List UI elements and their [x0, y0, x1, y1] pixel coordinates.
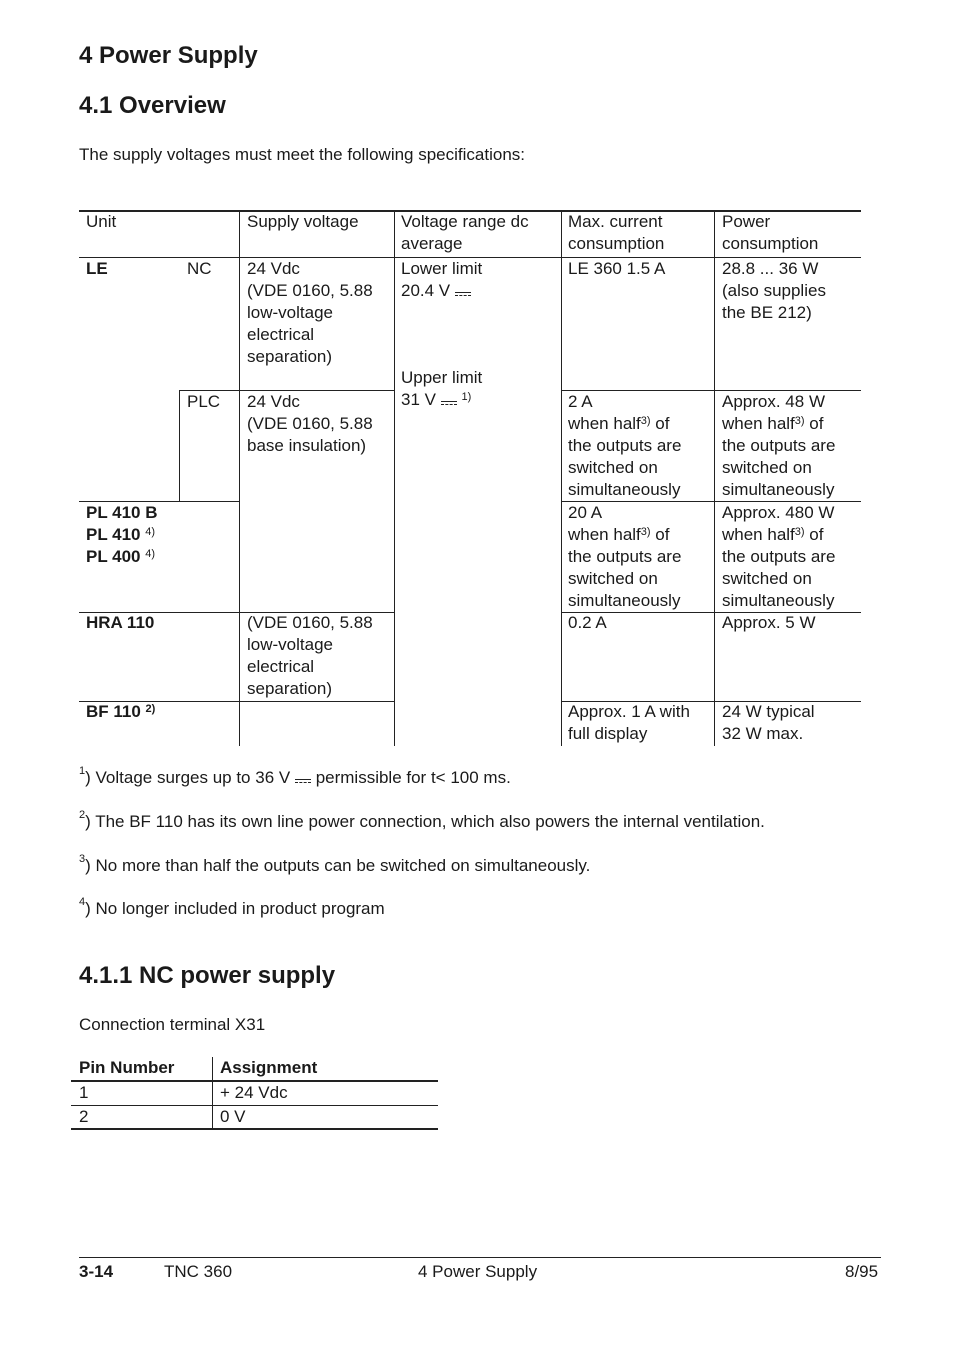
upper-limit: Upper limit 31 V $^{1)}$	[401, 368, 483, 409]
footnote-2: $^2$) The BF 110 has its own line power connection, which also powers the internal ventilation.	[79, 809, 765, 831]
footer-page-number: 3-14	[79, 1262, 114, 1281]
column-rule	[561, 210, 562, 746]
footer-chapter: 4 Power Supply	[418, 1262, 538, 1281]
sub-nc: NC	[187, 259, 212, 278]
plc-voltage: 24 Vdc (VDE 0160, 5.88 base insulation)	[247, 392, 373, 455]
connection-text: Connection terminal X31	[79, 1015, 266, 1034]
bf-power: 24 W typical 32 W max.	[722, 702, 815, 743]
subsection-title: 4.1.1 NC power supply	[79, 962, 336, 989]
unit-hra: HRA 110	[86, 613, 155, 632]
nc-current: LE 360 1.5 A	[568, 259, 666, 278]
header-max-current: Max. current consumption	[568, 212, 665, 253]
unit-pl: PL 410 B PL 410 $^{4)}$ PL 400 $^{4)}$	[86, 503, 158, 566]
bf-current: Approx. 1 A with full display	[568, 702, 690, 743]
pin-header-number: Pin Number	[79, 1058, 175, 1077]
pl-current: 20 A when half$^{3)}$ of the outputs are switched on simultaneously	[568, 503, 682, 610]
dc-symbol-icon	[455, 290, 471, 298]
header-supply-voltage: Supply voltage	[247, 212, 359, 231]
plc-power: Approx. 48 W when half$^{3)}$ of the outputs are switched on simultaneously	[722, 392, 836, 499]
pin-row-2-number: 2	[79, 1107, 89, 1126]
header-voltage-range: Voltage range dc average	[401, 212, 529, 253]
pin-column-rule	[212, 1057, 213, 1130]
column-rule	[239, 210, 240, 746]
pl-power: Approx. 480 W when half$^{3)}$ of the outputs are switched on simultaneously	[722, 503, 836, 610]
column-rule	[394, 210, 395, 746]
pin-bottom-rule	[71, 1128, 438, 1130]
dc-symbol-icon	[295, 777, 311, 785]
pin-row-1-number: 1	[79, 1083, 89, 1102]
unit-bf: BF 110 $^{2)}$	[86, 702, 156, 721]
nc-voltage: 24 Vdc (VDE 0160, 5.88 low-voltage electrical separation)	[247, 259, 373, 366]
intro-text: The supply voltages must meet the following specifications:	[79, 145, 526, 164]
header-power: Power consumption	[722, 212, 819, 253]
footer-product: TNC 360	[164, 1262, 233, 1281]
chapter-title: 4 Power Supply	[79, 42, 258, 69]
footnote-1: $^1$) Voltage surges up to 36 V permissible for t< 100 ms.	[79, 765, 511, 787]
pin-row-2-assignment: 0 V	[220, 1107, 246, 1126]
nc-power: 28.8 ... 36 W (also supplies the BE 212)	[722, 259, 826, 322]
hra-voltage: (VDE 0160, 5.88 low-voltage electrical separation)	[247, 613, 373, 698]
plc-current: 2 A when half$^{3)}$ of the outputs are switched on simultaneously	[568, 392, 682, 499]
hra-current: 0.2 A	[568, 613, 607, 632]
hra-power: Approx. 5 W	[722, 613, 816, 632]
footer-date: 8/95	[845, 1262, 879, 1281]
footnote-4: $^4$) No longer included in product program	[79, 896, 385, 918]
pin-row-1-assignment: + 24 Vdc	[220, 1083, 288, 1102]
footnote-3: $^3$) No more than half the outputs can be switched on simultaneously.	[79, 853, 591, 875]
header-unit: Unit	[86, 212, 117, 231]
column-rule	[714, 210, 715, 746]
footer-rule	[79, 1257, 881, 1258]
unit-le: LE	[86, 259, 108, 278]
pin-row-rule	[71, 1105, 438, 1106]
column-rule	[179, 390, 180, 501]
pin-header-assignment: Assignment	[220, 1058, 318, 1077]
section-title: 4.1 Overview	[79, 92, 226, 119]
sub-plc: PLC	[187, 392, 221, 411]
dc-symbol-icon	[441, 399, 457, 407]
lower-limit: Lower limit 20.4 V	[401, 259, 483, 300]
